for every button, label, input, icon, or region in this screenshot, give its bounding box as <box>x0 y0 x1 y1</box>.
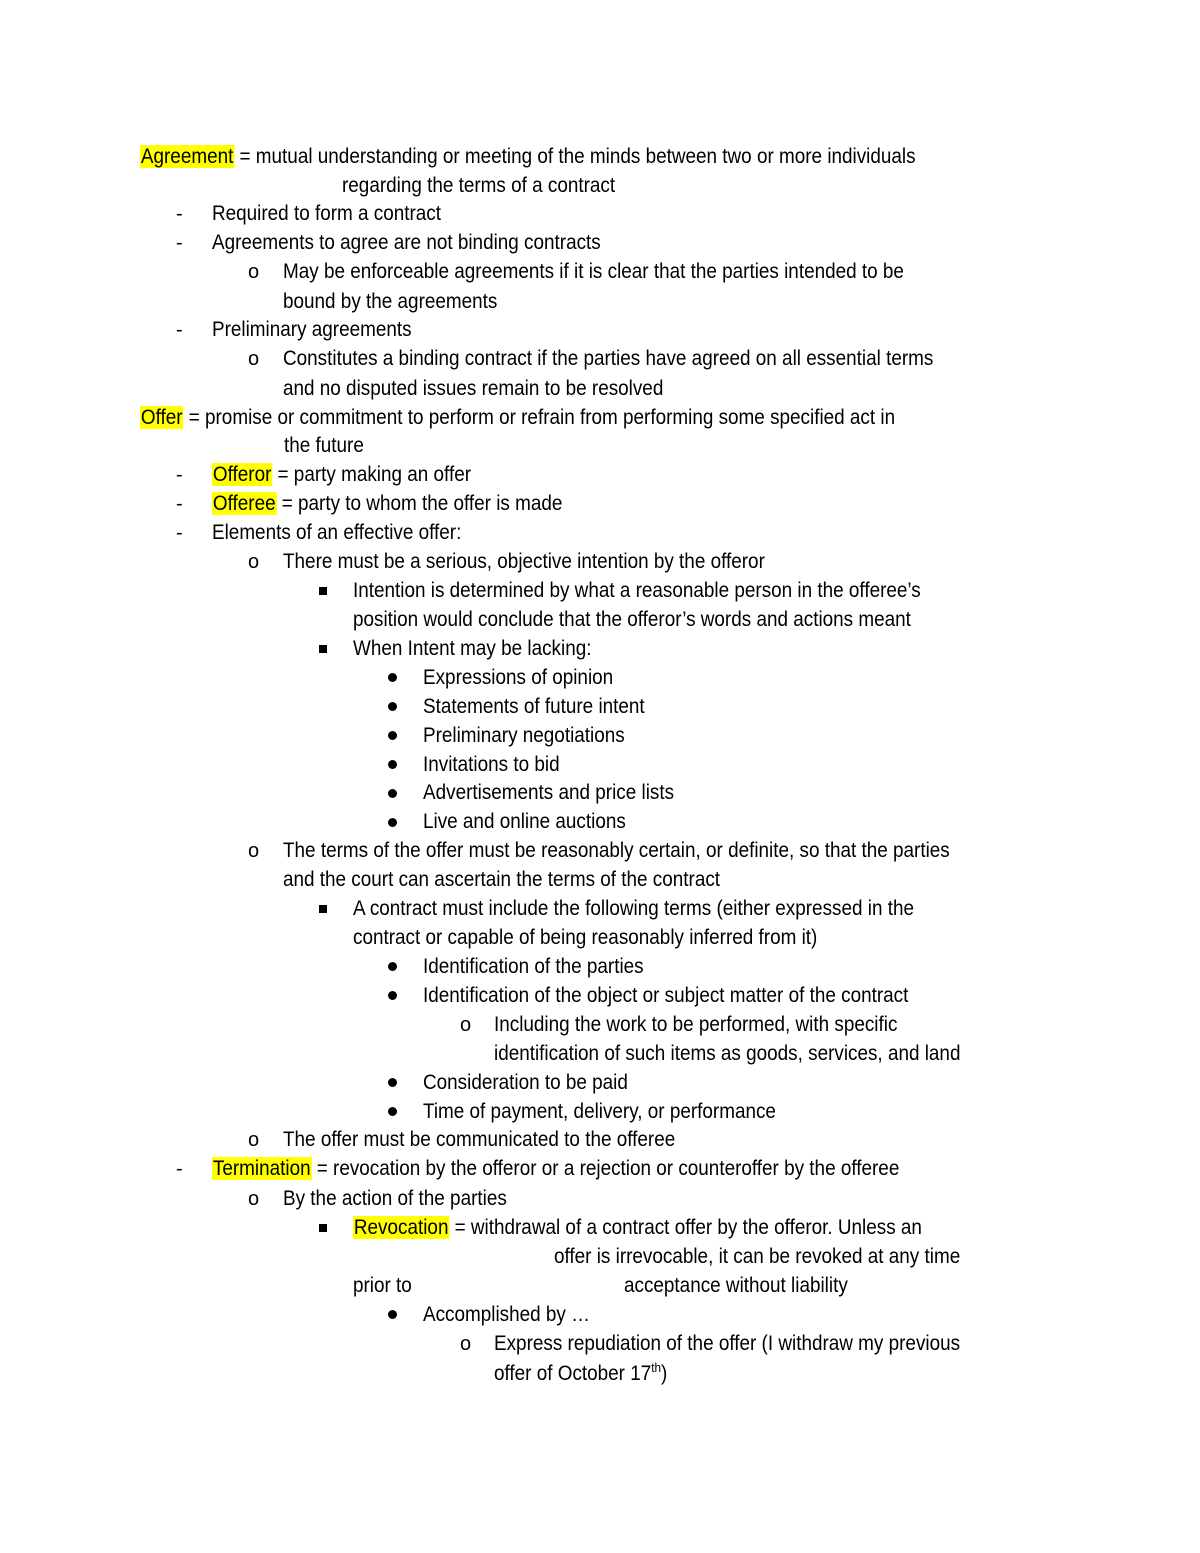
offer-elements-heading: Elements of an effective offer: <box>212 521 462 544</box>
round-bullet <box>388 673 397 682</box>
offer-element-communicated: The offer must be communicated to the offeree <box>283 1128 676 1151</box>
agreement-point-agree-to-agree: Agreements to agree are not binding contracts <box>212 231 601 254</box>
circle-bullet: o <box>248 261 260 283</box>
offer-definition-text: = promise or commitment to perform or refrain from performing some specified act in <box>183 406 896 429</box>
square-bullet <box>319 587 327 595</box>
square-bullet <box>319 1224 327 1232</box>
offer-definition-line-2: the future <box>284 434 364 457</box>
agreement-subpoint-binding-2: and no disputed issues remain to be resolved <box>283 377 664 400</box>
dash-bullet: - <box>176 203 183 225</box>
offeror-definition <box>212 461 471 489</box>
intent-lacking-item: Statements of future intent <box>423 695 645 718</box>
circle-bullet: o <box>248 348 260 370</box>
revocation-definition-line-3a: prior to <box>353 1274 412 1297</box>
round-bullet <box>388 991 397 1000</box>
dash-bullet: - <box>176 1158 183 1180</box>
contract-term-item: Time of payment, delivery, or performance <box>423 1100 776 1123</box>
square-bullet <box>319 645 327 653</box>
circle-bullet: o <box>460 1333 472 1355</box>
offer-element-definite-1: The terms of the offer must be reasonably certain, or definite, so that the parties <box>283 839 950 862</box>
termination-definition-text: = revocation by the offeror or a rejection or counteroffer by the offeree <box>311 1157 900 1180</box>
agreement-definition-text: = mutual understanding or meeting of the minds between two or more individuals <box>234 145 916 168</box>
contract-term-item: Identification of the parties <box>423 955 644 978</box>
highlighted-term-offeror: Offeror <box>212 463 272 486</box>
agreement-subpoint-enforceable-1: May be enforceable agreements if it is clear that the parties intended to be <box>283 260 904 283</box>
circle-bullet: o <box>248 1188 260 1210</box>
circle-bullet: o <box>248 551 260 573</box>
round-bullet <box>388 760 397 769</box>
offer-element-intention: There must be a serious, objective intention by the offeror <box>283 550 765 573</box>
intent-lacking-item: Expressions of opinion <box>423 666 614 689</box>
round-bullet <box>388 818 397 827</box>
termination-definition <box>212 1155 899 1183</box>
highlighted-term-offeree: Offeree <box>212 492 276 515</box>
revocation-definition-line-2: offer is irrevocable, it can be revoked at any time <box>554 1245 961 1268</box>
round-bullet <box>388 1107 397 1116</box>
contract-term-item: Identification of the object or subject matter of the contract <box>423 984 909 1007</box>
express-repudiation-text: offer of October 17 <box>494 1362 652 1385</box>
offeree-definition <box>212 490 562 518</box>
highlighted-term-revocation: Revocation <box>353 1216 449 1239</box>
dash-bullet: - <box>176 232 183 254</box>
express-repudiation-line-2 <box>494 1360 667 1388</box>
circle-bullet: o <box>248 840 260 862</box>
round-bullet <box>388 1310 397 1319</box>
intent-lacking-heading: When Intent may be lacking: <box>353 637 592 660</box>
offeree-definition-text: = party to whom the offer is made <box>276 492 563 515</box>
termination-by-parties: By the action of the parties <box>283 1187 507 1210</box>
contract-terms-detail-2: contract or capable of being reasonably inferred from it) <box>353 926 818 949</box>
round-bullet <box>388 702 397 711</box>
dash-bullet: - <box>176 319 183 341</box>
agreement-point-required: Required to form a contract <box>212 202 442 225</box>
round-bullet <box>388 789 397 798</box>
agreement-point-preliminary: Preliminary agreements <box>212 318 412 341</box>
intent-lacking-item: Advertisements and price lists <box>423 781 675 804</box>
intent-lacking-item: Invitations to bid <box>423 753 560 776</box>
dash-bullet: - <box>176 493 183 515</box>
agreement-subpoint-enforceable-2: bound by the agreements <box>283 290 498 313</box>
agreement-definition-line-2: regarding the terms of a contract <box>342 174 616 197</box>
round-bullet <box>388 731 397 740</box>
highlighted-term-offer: Offer <box>140 406 183 429</box>
contract-term-item: Consideration to be paid <box>423 1071 628 1094</box>
circle-bullet: o <box>460 1014 472 1036</box>
circle-bullet: o <box>248 1129 260 1151</box>
round-bullet <box>388 962 397 971</box>
intent-lacking-item: Preliminary negotiations <box>423 724 625 747</box>
revocation-definition-line-1 <box>353 1214 922 1242</box>
agreement-subpoint-binding-1: Constitutes a binding contract if the parties have agreed on all essential terms <box>283 347 934 370</box>
closing-paren: ) <box>661 1362 668 1385</box>
revocation-accomplished-by: Accomplished by … <box>423 1303 591 1326</box>
subject-matter-detail-1: Including the work to be performed, with specific <box>494 1013 898 1036</box>
highlighted-term-termination: Termination <box>212 1157 311 1180</box>
intent-lacking-item: Live and online auctions <box>423 810 626 833</box>
offer-element-definite-2: and the court can ascertain the terms of the contract <box>283 868 721 891</box>
square-bullet <box>319 905 327 913</box>
contract-terms-detail-1: A contract must include the following terms (either expressed in the <box>353 897 914 920</box>
subject-matter-detail-2: identification of such items as goods, services, and land <box>494 1042 961 1065</box>
dash-bullet: - <box>176 464 183 486</box>
intention-detail-1: Intention is determined by what a reasonable person in the offeree’s <box>353 579 921 602</box>
agreement-definition-line-1 <box>140 143 916 171</box>
dash-bullet: - <box>176 522 183 544</box>
intention-detail-2: position would conclude that the offeror’s words and actions meant <box>353 608 911 631</box>
revocation-definition-line-3b: acceptance without liability <box>624 1274 848 1297</box>
ordinal-suffix: th <box>651 1360 662 1375</box>
offeror-definition-text: = party making an offer <box>272 463 472 486</box>
express-repudiation-line-1: Express repudiation of the offer (I withdraw my previous <box>494 1332 961 1355</box>
revocation-definition-text: = withdrawal of a contract offer by the offeror. Unless an <box>449 1216 922 1239</box>
offer-definition-line-1 <box>140 404 895 432</box>
highlighted-term-agreement: Agreement <box>140 145 234 168</box>
round-bullet <box>388 1078 397 1087</box>
